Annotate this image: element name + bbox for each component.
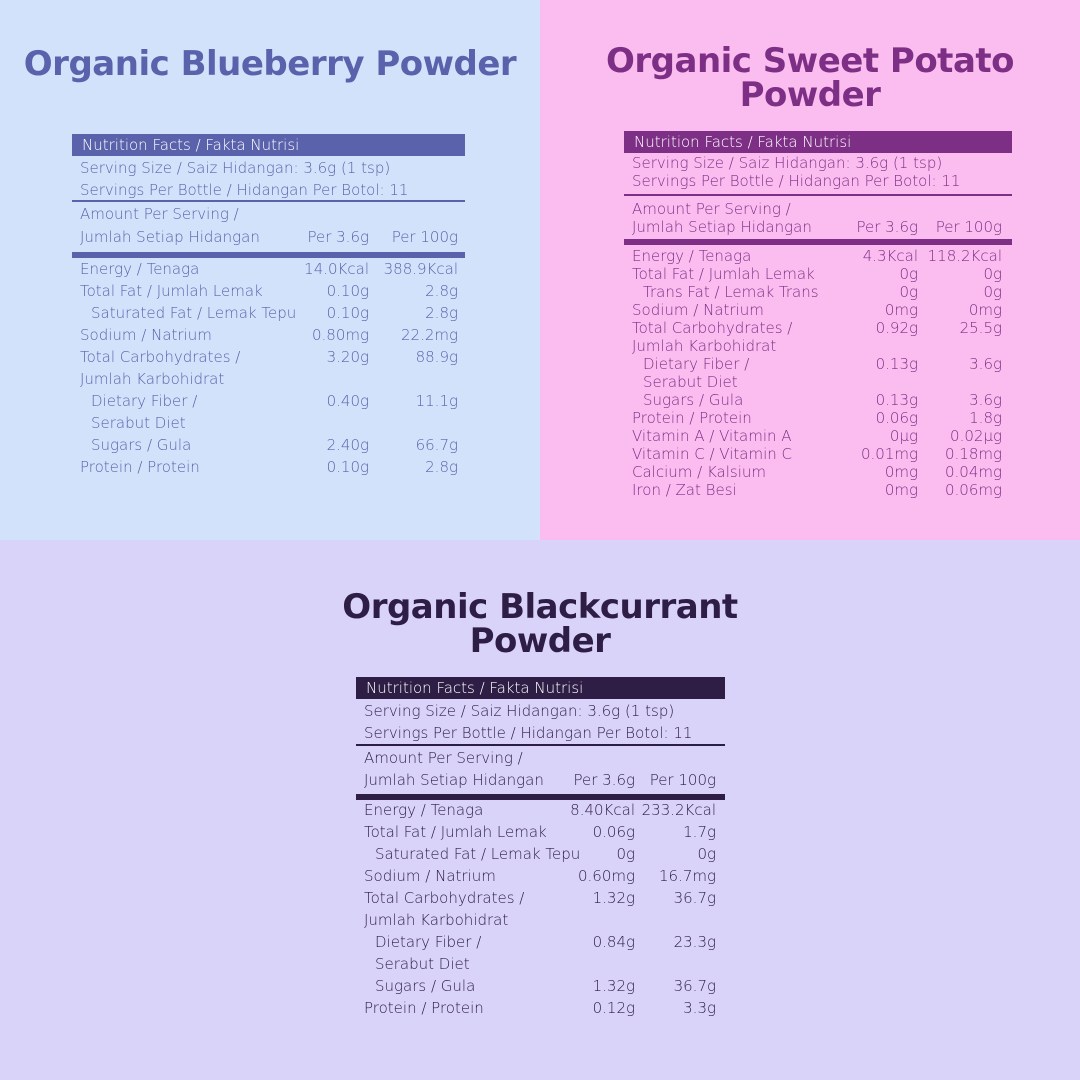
blueberry-nutrition-table xyxy=(72,134,465,479)
blackcurrant-nutrition-table xyxy=(356,677,725,1022)
amount-per-serving: Amount Per Serving / xyxy=(632,200,791,218)
nutrient-label: Jumlah Karbohidrat xyxy=(364,911,509,929)
nutrition-table-header: Nutrition Facts / Fakta Nutrisi xyxy=(624,131,1012,153)
nutrient-value-per-100g: 0.06mg xyxy=(944,481,1002,499)
nutrient-value-per-100g: 1.7g xyxy=(683,823,716,841)
nutrient-value-per-100g: 11.1g xyxy=(415,392,458,410)
nutrient-value-per-100g: 3.6g xyxy=(969,355,1002,373)
nutrient-value-per-100g: 0mg xyxy=(968,301,1002,319)
nutrient-value-per-serving: 0.13g xyxy=(875,355,918,373)
nutrient-label: Serabut Diet xyxy=(375,955,470,973)
nutrient-value-per-serving: 0.10g xyxy=(326,282,369,300)
column-header-per-serving: Per 3.6g xyxy=(856,218,918,236)
nutrient-value-per-serving: 0.80mg xyxy=(311,326,369,344)
column-header-per-100g: Per 100g xyxy=(935,218,1002,236)
nutrient-label: Protein / Protein xyxy=(364,999,484,1017)
divider-thick xyxy=(356,794,725,800)
divider-thin xyxy=(72,200,465,202)
nutrient-label: Sodium / Natrium xyxy=(364,867,496,885)
nutrient-value-per-100g: 22.2mg xyxy=(400,326,458,344)
servings-per-bottle: Servings Per Bottle / Hidangan Per Botol: 11 xyxy=(632,172,961,190)
nutrient-value-per-100g: 3.6g xyxy=(969,391,1002,409)
nutrient-label: Vitamin A / Vitamin A xyxy=(632,427,792,445)
nutrient-value-per-serving: 0g xyxy=(899,283,918,301)
nutrient-label: Dietary Fiber / xyxy=(375,933,482,951)
nutrient-label: Total Fat / Jumlah Lemak xyxy=(632,265,815,283)
nutrient-value-per-100g: 0.02µg xyxy=(950,427,1002,445)
nutrient-value-per-100g: 36.7g xyxy=(673,977,716,995)
serving-size: Serving Size / Saiz Hidangan: 3.6g (1 tsp) xyxy=(364,702,675,720)
nutrient-label: Sugars / Gula xyxy=(91,436,192,454)
nutrient-value-per-100g: 0g xyxy=(697,845,716,863)
nutrient-value-per-serving: 0.13g xyxy=(875,391,918,409)
nutrient-label: Vitamin C / Vitamin C xyxy=(632,445,792,463)
nutrient-value-per-100g: 0g xyxy=(983,283,1002,301)
divider-thick xyxy=(624,239,1012,245)
nutrient-label: Total Carbohydrates / xyxy=(632,319,793,337)
nutrient-label: Serabut Diet xyxy=(643,373,738,391)
nutrient-value-per-serving: 0mg xyxy=(884,301,918,319)
nutrient-label: Sugars / Gula xyxy=(375,977,476,995)
nutrient-label: Total Fat / Jumlah Lemak xyxy=(364,823,547,841)
serving-size: Serving Size / Saiz Hidangan: 3.6g (1 tsp) xyxy=(632,154,943,172)
serving-size: Serving Size / Saiz Hidangan: 3.6g (1 tsp) xyxy=(80,159,391,177)
nutrient-label: Total Fat / Jumlah Lemak xyxy=(80,282,263,300)
nutrient-value-per-100g: 118.2Kcal xyxy=(927,247,1002,265)
nutrient-value-per-serving: 0.06g xyxy=(592,823,635,841)
nutrient-label: Dietary Fiber / xyxy=(91,392,198,410)
sweet-potato-nutrition-table xyxy=(624,131,1012,503)
nutrient-value-per-serving: 0.92g xyxy=(875,319,918,337)
nutrient-value-per-100g: 36.7g xyxy=(673,889,716,907)
nutrient-label: Saturated Fat / Lemak Tepu xyxy=(375,845,581,863)
blackcurrant-panel xyxy=(0,540,1080,1080)
nutrient-value-per-serving: 14.0Kcal xyxy=(304,260,369,278)
blueberry-title: Organic Blueberry Powder xyxy=(23,44,517,84)
nutrient-label: Trans Fat / Lemak Trans xyxy=(643,283,819,301)
blackcurrant-title: Organic Blackcurrant Powder xyxy=(342,587,738,661)
nutrient-label: Sodium / Natrium xyxy=(80,326,212,344)
nutrient-value-per-serving: 2.40g xyxy=(326,436,369,454)
amount-per-serving: Amount Per Serving / xyxy=(80,205,239,223)
divider-thick xyxy=(72,252,465,258)
nutrient-value-per-100g: 25.5g xyxy=(959,319,1002,337)
nutrient-value-per-100g: 0g xyxy=(983,265,1002,283)
sweet-potato-title: Organic Sweet Potato Powder xyxy=(606,41,1014,115)
divider-thin xyxy=(356,744,725,746)
amount-per-serving-ms: Jumlah Setiap Hidangan xyxy=(80,228,260,246)
nutrient-value-per-100g: 2.8g xyxy=(425,282,458,300)
column-header-per-100g: Per 100g xyxy=(391,228,458,246)
nutrient-label: Energy / Tenaga xyxy=(632,247,752,265)
nutrient-value-per-serving: 0mg xyxy=(884,463,918,481)
column-header-per-100g: Per 100g xyxy=(649,771,716,789)
nutrient-label: Iron / Zat Besi xyxy=(632,481,737,499)
amount-per-serving: Amount Per Serving / xyxy=(364,749,523,767)
nutrient-value-per-serving: 0.01mg xyxy=(860,445,918,463)
nutrient-value-per-serving: 0.60mg xyxy=(577,867,635,885)
nutrient-label: Protein / Protein xyxy=(80,458,200,476)
nutrient-value-per-serving: 0.40g xyxy=(326,392,369,410)
divider-thin xyxy=(624,194,1012,196)
servings-per-bottle: Servings Per Bottle / Hidangan Per Botol: 11 xyxy=(80,181,409,199)
amount-per-serving-ms: Jumlah Setiap Hidangan xyxy=(364,771,544,789)
blueberry-panel xyxy=(0,0,540,540)
nutrient-value-per-100g: 16.7mg xyxy=(658,867,716,885)
nutrient-label: Calcium / Kalsium xyxy=(632,463,766,481)
nutrient-label: Sugars / Gula xyxy=(643,391,744,409)
nutrition-table-header: Nutrition Facts / Fakta Nutrisi xyxy=(72,134,465,156)
nutrient-value-per-100g: 88.9g xyxy=(415,348,458,366)
nutrient-value-per-100g: 66.7g xyxy=(415,436,458,454)
nutrient-label: Sodium / Natrium xyxy=(632,301,764,319)
nutrient-label: Energy / Tenaga xyxy=(364,801,484,819)
nutrient-label: Jumlah Karbohidrat xyxy=(80,370,225,388)
nutrient-label: Energy / Tenaga xyxy=(80,260,200,278)
nutrient-label: Serabut Diet xyxy=(91,414,186,432)
nutrient-value-per-serving: 0.12g xyxy=(592,999,635,1017)
nutrient-value-per-serving: 0g xyxy=(616,845,635,863)
nutrient-value-per-100g: 233.2Kcal xyxy=(641,801,716,819)
nutrient-value-per-serving: 1.32g xyxy=(592,977,635,995)
amount-per-serving-ms: Jumlah Setiap Hidangan xyxy=(632,218,812,236)
nutrient-label: Saturated Fat / Lemak Tepu xyxy=(91,304,297,322)
nutrient-value-per-serving: 0.84g xyxy=(592,933,635,951)
nutrient-value-per-100g: 3.3g xyxy=(683,999,716,1017)
nutrient-value-per-100g: 388.9Kcal xyxy=(383,260,458,278)
column-header-per-serving: Per 3.6g xyxy=(307,228,369,246)
nutrient-value-per-serving: 8.40Kcal xyxy=(570,801,635,819)
nutrient-value-per-serving: 0.10g xyxy=(326,458,369,476)
servings-per-bottle: Servings Per Bottle / Hidangan Per Botol: 11 xyxy=(364,724,693,742)
column-header-per-serving: Per 3.6g xyxy=(573,771,635,789)
nutrient-value-per-serving: 4.3Kcal xyxy=(862,247,918,265)
nutrition-table-header: Nutrition Facts / Fakta Nutrisi xyxy=(356,677,725,699)
nutrient-value-per-100g: 0.18mg xyxy=(944,445,1002,463)
nutrient-label: Protein / Protein xyxy=(632,409,752,427)
nutrient-value-per-100g: 2.8g xyxy=(425,304,458,322)
nutrient-value-per-serving: 0.10g xyxy=(326,304,369,322)
nutrient-value-per-serving: 0g xyxy=(899,265,918,283)
nutrient-value-per-serving: 1.32g xyxy=(592,889,635,907)
nutrient-value-per-serving: 0.06g xyxy=(875,409,918,427)
nutrient-value-per-100g: 1.8g xyxy=(969,409,1002,427)
nutrient-value-per-serving: 0mg xyxy=(884,481,918,499)
nutrient-value-per-100g: 2.8g xyxy=(425,458,458,476)
nutrient-value-per-serving: 3.20g xyxy=(326,348,369,366)
nutrient-value-per-100g: 23.3g xyxy=(673,933,716,951)
nutrient-label: Total Carbohydrates / xyxy=(364,889,525,907)
nutrient-value-per-serving: 0µg xyxy=(889,427,918,445)
nutrient-value-per-100g: 0.04mg xyxy=(944,463,1002,481)
nutrient-label: Dietary Fiber / xyxy=(643,355,750,373)
nutrient-label: Total Carbohydrates / xyxy=(80,348,241,366)
sweet-potato-panel xyxy=(540,0,1080,540)
nutrient-label: Jumlah Karbohidrat xyxy=(632,337,777,355)
